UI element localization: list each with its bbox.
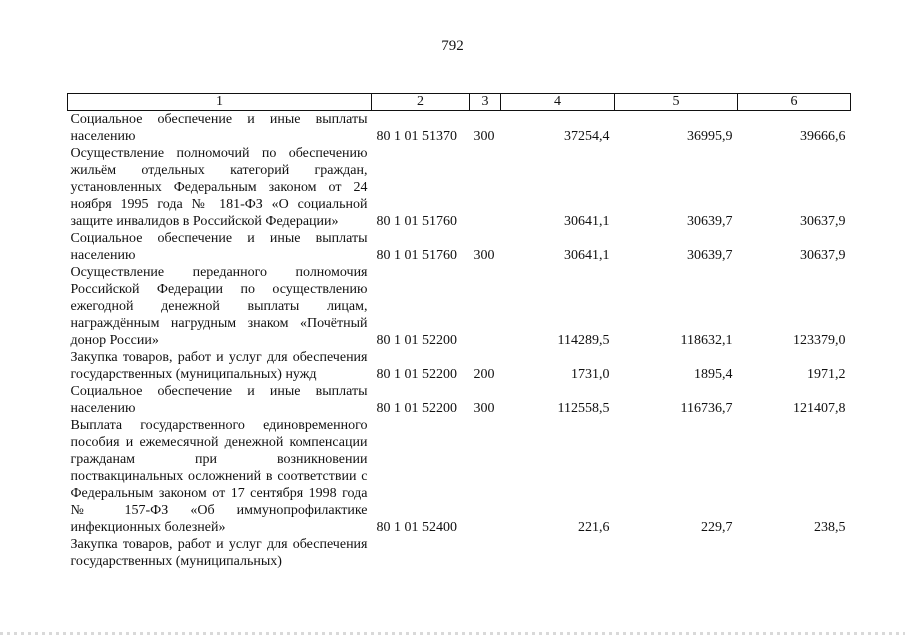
table-header-row xyxy=(68,94,851,111)
row-value-1: 37254,4 xyxy=(564,129,610,144)
row-name: Осуществление переданного полномочия Российской Федерации по осуществлению ежегодной денежной выплаты лицам, награждённым нагрудным знаком «Почётный донор России» xyxy=(70,265,368,348)
row-value-3: 1971,2 xyxy=(807,367,846,382)
row-type: 300 xyxy=(473,248,495,263)
table-row xyxy=(68,111,851,146)
row-type xyxy=(470,264,501,349)
row-type xyxy=(470,417,501,536)
table-row xyxy=(68,417,851,536)
row-name: Выплата государственного единовременного пособия и ежемесячной денежной компенсации гражданам при возникновении поствакцинальных осложнений в соответствии с Федеральным законом от 17 сентября 1998 года № 157-ФЗ «Об иммунопрофилактике инфекционных болезней» xyxy=(70,418,368,535)
row-name: Социальное обеспечение и иные выплаты населению xyxy=(70,112,368,144)
budget-table xyxy=(67,93,851,570)
row-value-1: 114289,5 xyxy=(557,333,610,348)
column-header-5: 5 xyxy=(615,94,738,111)
row-value-3 xyxy=(738,536,851,570)
row-name: Социальное обеспечение и иные выплаты населению xyxy=(70,231,368,263)
row-value-3: 39666,6 xyxy=(800,129,846,144)
row-code: 80 1 01 52200 xyxy=(376,367,457,382)
row-value-1: 221,6 xyxy=(578,520,610,535)
table-row xyxy=(68,536,851,570)
table-row xyxy=(68,349,851,383)
row-code: 80 1 01 52400 xyxy=(376,520,457,535)
table-row xyxy=(68,264,851,349)
row-code: 80 1 01 52200 xyxy=(376,333,457,348)
row-value-3: 30637,9 xyxy=(800,214,846,229)
row-type xyxy=(470,536,501,570)
row-name: Социальное обеспечение и иные выплаты населению xyxy=(70,384,368,416)
row-type: 200 xyxy=(473,367,495,382)
row-value-1: 30641,1 xyxy=(564,248,610,263)
column-header-1: 1 xyxy=(68,94,372,111)
row-code: 80 1 01 51370 xyxy=(376,129,457,144)
row-value-1: 112558,5 xyxy=(557,401,610,416)
row-value-2: 36995,9 xyxy=(687,129,733,144)
row-value-2: 116736,7 xyxy=(680,401,733,416)
row-type xyxy=(470,145,501,230)
row-value-1: 1731,0 xyxy=(571,367,610,382)
table-row xyxy=(68,383,851,417)
row-type: 300 xyxy=(473,401,495,416)
row-value-3: 30637,9 xyxy=(800,248,846,263)
scan-edge-noise xyxy=(0,632,905,635)
row-value-2 xyxy=(615,536,738,570)
row-name: Осуществление полномочий по обеспечению жильём отдельных категорий граждан, установленных Федеральным законом от 24 ноября 1995 года № 181-ФЗ «О социальной защите инвалидов в Российской Федерации» xyxy=(70,146,368,229)
row-type: 300 xyxy=(473,129,495,144)
column-header-6: 6 xyxy=(738,94,851,111)
row-value-1 xyxy=(501,536,615,570)
table-row xyxy=(68,145,851,230)
row-value-2: 118632,1 xyxy=(680,333,733,348)
row-value-2: 30639,7 xyxy=(687,214,733,229)
table-row xyxy=(68,230,851,264)
column-header-2: 2 xyxy=(372,94,470,111)
row-code: 80 1 01 52200 xyxy=(376,401,457,416)
row-value-2: 1895,4 xyxy=(694,367,733,382)
row-value-3: 123379,0 xyxy=(793,333,846,348)
row-code: 80 1 01 51760 xyxy=(376,214,457,229)
row-value-2: 229,7 xyxy=(701,520,733,535)
page-number: 792 xyxy=(441,38,464,54)
row-value-1: 30641,1 xyxy=(564,214,610,229)
row-code: 80 1 01 51760 xyxy=(376,248,457,263)
row-name: Закупка товаров, работ и услуг для обеспечения государственных (муниципальных) xyxy=(70,537,368,569)
row-value-3: 121407,8 xyxy=(793,401,846,416)
row-code xyxy=(372,536,470,570)
row-value-3: 238,5 xyxy=(814,520,846,535)
column-header-3: 3 xyxy=(470,94,501,111)
row-name: Закупка товаров, работ и услуг для обеспечения государственных (муниципальных) нужд xyxy=(70,350,368,382)
column-header-4: 4 xyxy=(501,94,615,111)
row-value-2: 30639,7 xyxy=(687,248,733,263)
